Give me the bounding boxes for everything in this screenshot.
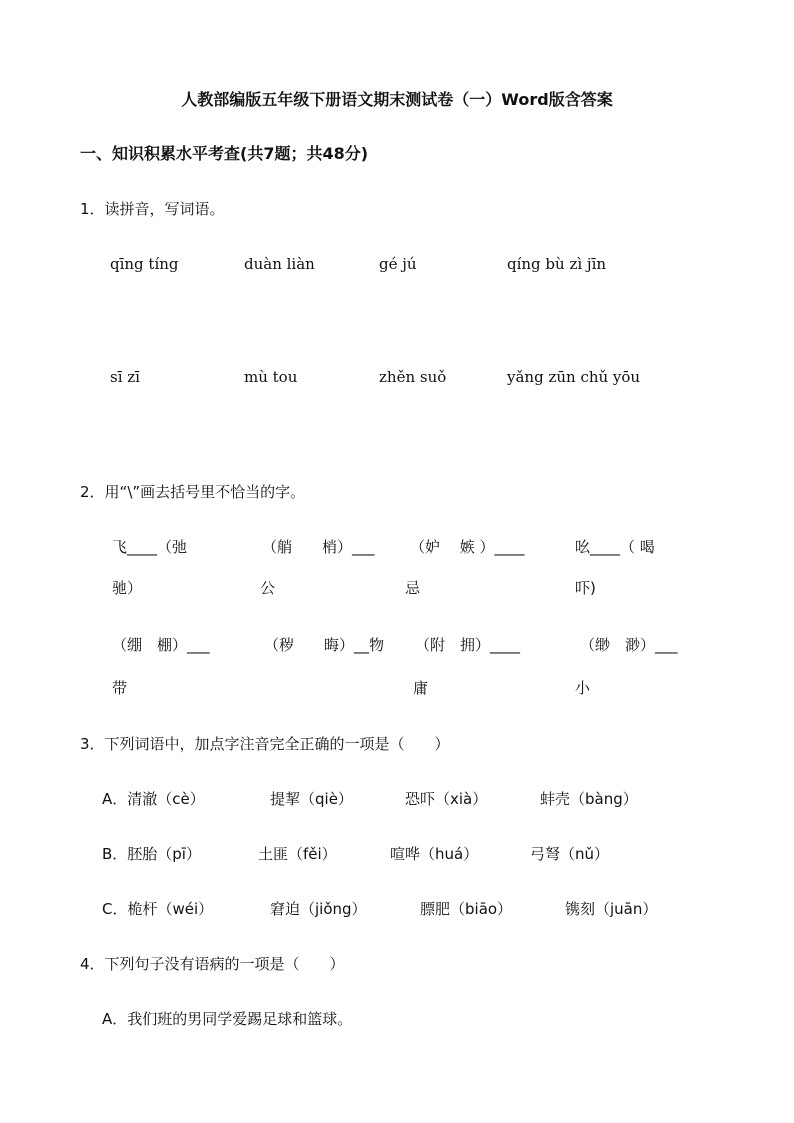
q2-item: 吓) [575, 579, 596, 597]
option-a-item: 恐吓（xià） [405, 790, 488, 808]
q2-item: （妒 嫉 ）____ [410, 538, 525, 556]
q2-item: （艄 梢）___ [262, 538, 375, 556]
pinyin-item: zhěn suǒ [379, 368, 447, 386]
option-a-item: A．我们班的男同学爱踢足球和篮球。 [102, 1010, 353, 1028]
q2-item: 公 [260, 579, 276, 597]
q2-item: 驰） [112, 579, 143, 597]
option-a-item: 蚌壳（bàng） [540, 790, 638, 808]
page-title: 人教部编版五年级下册语文期末测试卷（一）Word版含答案 [181, 90, 613, 109]
question-2-stem: 2．用“\”画去括号里不恰当的字。 [80, 483, 306, 501]
option-b-item: B．胚胎（pī） [102, 845, 201, 863]
option-b-item: 弓弩（nǔ） [530, 845, 610, 863]
q2-item: 小 [575, 679, 591, 697]
option-c-item: 膘肥（biāo） [420, 900, 513, 918]
question-4-stem: 4．下列句子没有语病的一项是（ ） [80, 955, 345, 973]
option-b-item: 土匪（fěi） [258, 845, 337, 863]
pinyin-item: yǎng zūn chǔ yōu [507, 368, 641, 386]
q2-item: 吆____（ 喝 [575, 538, 655, 556]
q2-item: 庸 [413, 679, 429, 697]
pinyin-item: qíng bù zì jīn [507, 255, 607, 273]
pinyin-item: gé jú [379, 255, 417, 273]
option-c-item: 镌刻（juān） [565, 900, 658, 918]
pinyin-item: duàn liàn [244, 255, 315, 273]
section-heading: 一、知识积累水平考查(共7题；共48分) [80, 144, 369, 163]
pinyin-item: sī zī [110, 368, 140, 386]
option-c-item: C．桅杆（wéi） [102, 900, 214, 918]
option-a-item: 提挈（qiè） [270, 790, 353, 808]
q2-item: （缈 渺）___ [580, 636, 678, 654]
pinyin-item: mù tou [244, 368, 298, 386]
q2-item: 飞____（弛 [112, 538, 188, 556]
option-c-item: 窘迫（jiǒng） [270, 900, 367, 918]
q2-item: （秽 晦）__物 [264, 636, 385, 654]
q2-item: （附 拥）____ [415, 636, 521, 654]
q2-item: 忌 [405, 579, 421, 597]
option-a-item: A．清澈（cè） [102, 790, 205, 808]
q2-item: （绷 棚）___ [112, 636, 210, 654]
question-3-stem: 3．下列词语中，加点字注音完全正确的一项是（ ） [80, 735, 450, 753]
option-b-item: 喧哗（huá） [390, 845, 479, 863]
question-1-stem: 1．读拼音，写词语。 [80, 200, 225, 218]
pinyin-item: qīng tíng [110, 255, 179, 273]
q2-item: 带 [112, 679, 128, 697]
